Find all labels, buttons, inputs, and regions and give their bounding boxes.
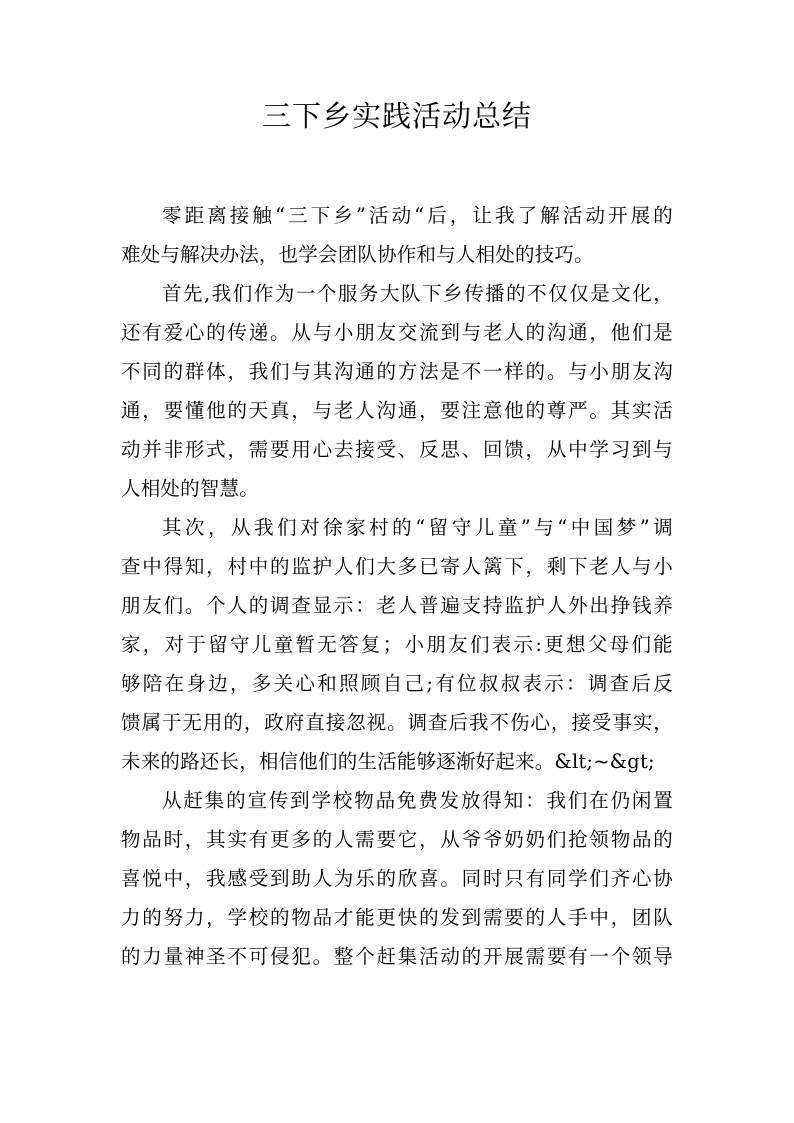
paragraph-3-line-6: 馈属于无用的，政府直接忽视。调查后我不伤心，接受事实， [121,711,673,734]
paragraph-3-line-5: 够陪在身边，多关心和照顾自己;有位叔叔表示：调查后反 [121,672,673,695]
paragraph-2-line-5: 动并非形式，需要用心去接受、反思、回馈，从中学习到与 [121,438,673,461]
document-body [121,196,673,976]
paragraph-2-line-4: 通，要懂他的天真，与老人沟通，要注意他的尊严。其实活 [121,399,673,422]
paragraph-2-line-3: 不同的群体，我们与其沟通的方法是不一样的。与小朋友沟 [121,360,673,383]
paragraph-1-line-2: 难处与解决办法，也学会团队协作和与人相处的技巧。 [121,243,594,266]
paragraph-3-line-3: 朋友们。个人的调查显示：老人普遍支持监护人外出挣钱养 [121,594,673,617]
paragraph-4-line-1: 从赶集的宣传到学校物品免费发放得知：我们在仍闲置 [162,789,673,812]
paragraph-3-line-2: 查中得知，村中的监护人们大多已寄人篱下，剩下老人与小 [121,555,673,578]
paragraph-3-line-4: 家，对于留守儿童暂无答复；小朋友们表示:更想父母们能 [121,633,673,656]
paragraph-4-line-2: 物品时，其实有更多的人需要它，从爷爷奶奶们抢领物品的 [121,828,673,851]
paragraph-2-line-6: 人相处的智慧。 [121,477,259,500]
paragraph-3-line-1: 其次，从我们对徐家村的“留守儿童”与“中国梦”调 [162,516,673,539]
document-title: 三下乡实践活动总结 [261,99,532,133]
paragraph-1-line-1: 零距离接触“三下乡”活动“后，让我了解活动开展的 [162,204,673,227]
paragraph-4-line-4: 力的努力，学校的物品才能更快的发到需要的人手中，团队 [121,906,673,929]
paragraph-4-line-3: 喜悦中，我感受到助人为乐的欣喜。同时只有同学们齐心协 [121,867,673,890]
paragraph-3-line-7: 未来的路还长，相信他们的生活能够逐渐好起来。&lt;~&gt; [121,750,655,773]
paragraph-4-line-5: 的力量神圣不可侵犯。整个赶集活动的开展需要有一个领导 [121,945,673,968]
paragraph-2-line-2: 还有爱心的传递。从与小朋友交流到与老人的沟通，他们是 [121,321,673,344]
paragraph-2-line-1: 首先,我们作为一个服务大队下乡传播的不仅仅是文化， [162,282,673,305]
